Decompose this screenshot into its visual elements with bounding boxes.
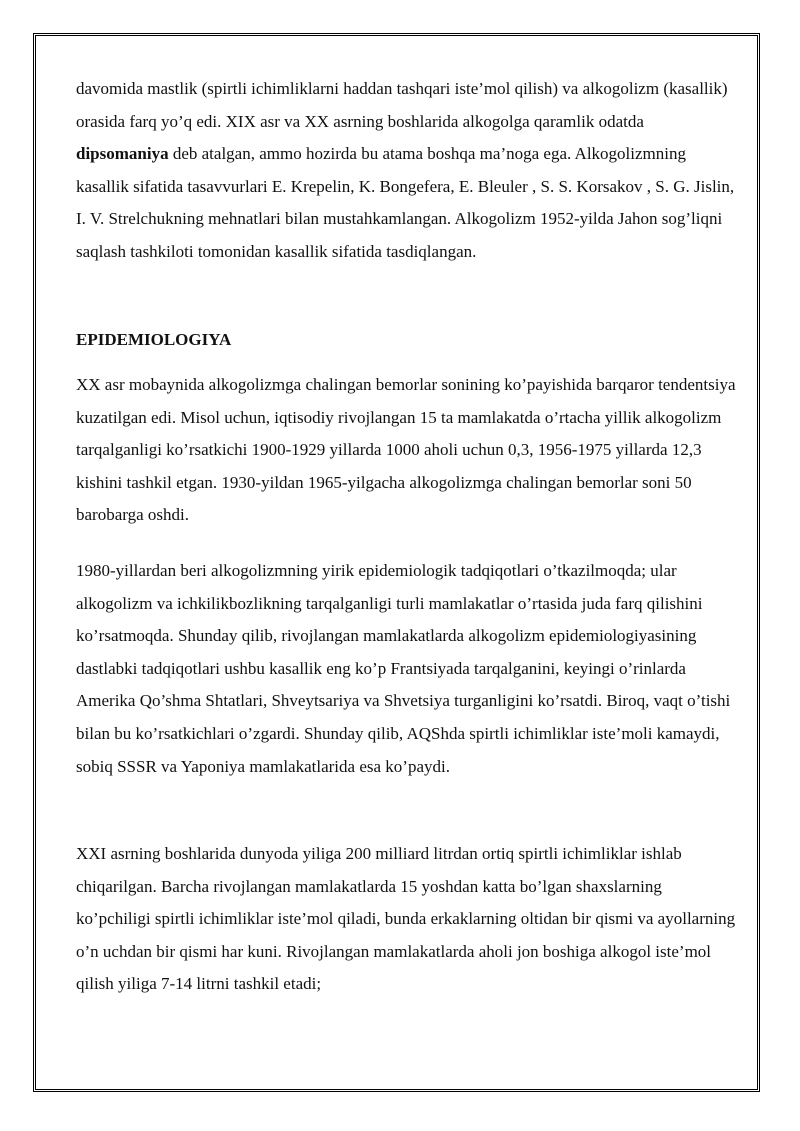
paragraph-1-text-after: deb atalgan, ammo hozirda bu atama boshqa ma’noga ega. Alkogolizmning kasallik sifatida tasavvurlari E. Krepelin, K. Bongefera, E. Bleuler , S. S. Korsakov , S. G. Jislin, I. V. Strelchukning mehnatlari bilan mustahkamlangan. Alkogolizm 1952-yilda Jahon sog’liqni saqlash tashkiloti tomonidan kasallik sifatida tasdiqlangan. [76, 144, 735, 261]
paragraph-2: XX asr mobaynida alkogolizmga chalingan bemorlar sonining ko’payishida barqaror tendentsiya kuzatilgan edi. Misol uchun, iqtisodiy rivojlangan 15 ta mamlakatda o’rtacha yillik alkogolizm tarqalganligi ko’rsatkichi 1900-1929 yillarda 1000 aholi uchun 0,3, 1956-1975 yillarda 12,3 kishini tashkil etgan. 1930-yildan 1965-yilgacha alkogolizmga chalingan bemorlar soni 50 barobarga oshdi. [76, 375, 736, 525]
paragraph-1-text-before: davomida mastlik (spirtli ichimliklarni haddan tashqari iste’mol qilish) va alkogolizm (kasallik) orasida farq yo’q edi. XIX asr va XX asrning boshlarida alkogolga qaramlik odatda [76, 79, 728, 131]
paragraph-4: XXI asrning boshlarida dunyoda yiliga 200 milliard litrdan ortiq spirtli ichimliklar ishlab chiqarilgan. Barcha rivojlangan mamlakatlarda 15 yoshdan katta bo’lgan shaxslarning ko’pchiligi spirtli ichimliklar iste’mol qiladi, bunda erkaklarning oltidan bir qismi va ayollarning o’n uchdan bir qismi har kuni. Rivojlangan mamlakatlarda aholi jon boshiga alkogol iste’mol qilish yiliga 7-14 litrni tashkil etadi; [76, 844, 736, 994]
bold-term: dipsomaniya [76, 144, 169, 164]
paragraph-3: 1980-yillardan beri alkogolizmning yirik epidemiologik tadqiqotlari o’tkazilmoqda; ular alkogolizm va ichkilikbozlikning tarqalganligi turli mamlakatlar o’rtasida juda farq qilishini ko’rsatmoqda. Shunday qilib, rivojlangan mamlakatlarda alkogolizm epidemiologiyasining dastlabki tadqiqotlari ushbu kasallik eng ko’p Frantsiyada tarqalganini, keyingi o’rinlarda Amerika Qo’shma Shtatlari, Shveytsariya va Shvetsiya turganligini ko’rsatdi. Biroq, vaqt o’tishi bilan bu ko’rsatkichlari o’zgardi. Shunday qilib, AQShda spirtli ichimliklar iste’moli kamaydi, sobiq SSSR va Yaponiya mamlakatlarida esa ko’paydi. [76, 561, 731, 776]
section-heading: EPIDEMIOLOGIYA [76, 330, 232, 349]
paragraph-1 [76, 73, 736, 269]
